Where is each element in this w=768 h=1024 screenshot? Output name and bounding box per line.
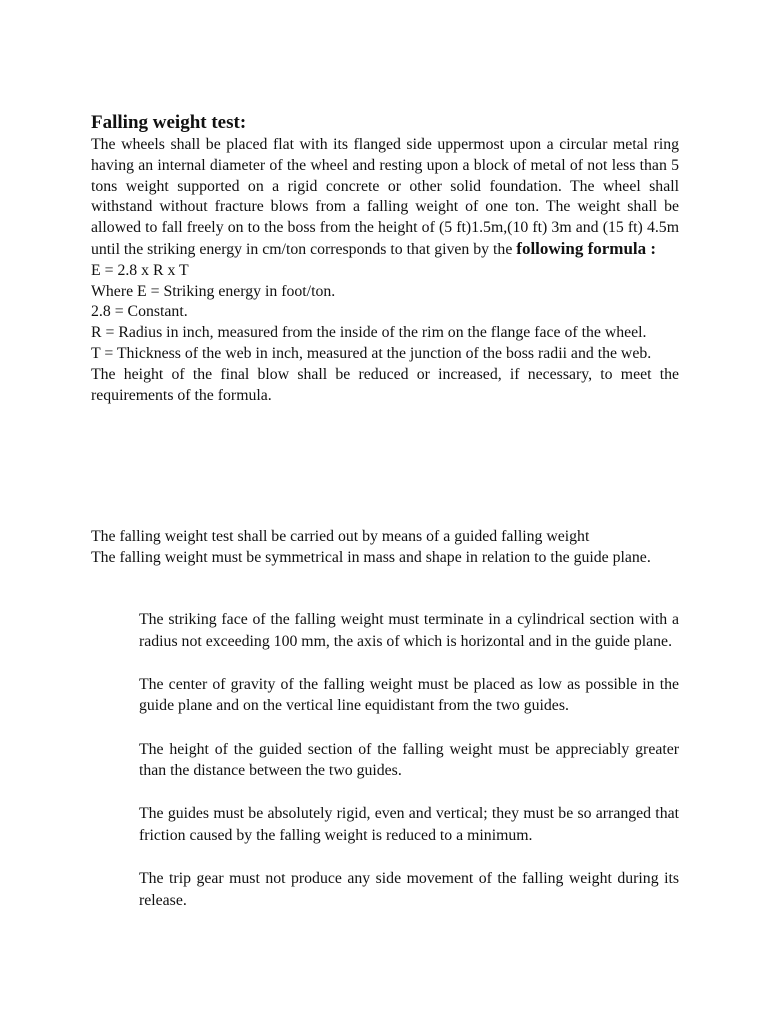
- constant-line: 2.8 = Constant.: [91, 303, 188, 321]
- symmetry-line: The falling weight must be symmetrical in mass and shape in relation to the guide plane.: [91, 548, 651, 566]
- guided-weight-section: [91, 527, 679, 569]
- formula-label: following formula :: [516, 238, 657, 258]
- intro-paragraph: [91, 135, 679, 261]
- falling-weight-section: [91, 112, 679, 406]
- requirement-item: The height of the guided section of the falling weight must be appreciably greater than the distance between the two guides.: [139, 740, 679, 780]
- requirement-item: The center of gravity of the falling weight must be placed as low as possible in the guide plane and on the vertical line equidistant from the two guides.: [139, 675, 679, 715]
- requirement-item: The trip gear must not produce any side movement of the falling weight during its release.: [139, 870, 679, 909]
- where-e-line: Where E = Striking energy in foot/ton.: [91, 282, 336, 300]
- intro-text: The wheels shall be placed flat with its flanged side uppermost upon a circular metal ring having an internal diameter of the wheel and resting upon a block of metal of not less than 5 tons weight supported on a rigid concrete or other solid foundation. The wheel shall withstand without fracture blows from a falling weight of one ton. The weight shall be allowed to fall freely on to the boss from the height of (5 ft)1.5m,(10 ft) 3m and (15 ft) 4.5m until the striking energy in cm/ton corresponds to that given by the: [91, 136, 679, 258]
- section-heading: Falling weight test:: [91, 112, 247, 133]
- requirements-list: [139, 609, 679, 911]
- radius-definition: R = Radius in inch, measured from the inside of the rim on the flange face of the wheel.: [91, 324, 647, 342]
- formula-line: E = 2.8 x R x T: [91, 261, 189, 279]
- guided-weight-line: The falling weight test shall be carried out by means of a guided falling weight: [91, 528, 590, 545]
- thickness-definition: T = Thickness of the web in inch, measured at the junction of the boss radii and the web.: [91, 344, 652, 362]
- requirement-item: The guides must be absolutely rigid, even and vertical; they must be so arranged that friction caused by the falling weight is reduced to a minimum.: [139, 805, 679, 844]
- requirement-item: The striking face of the falling weight must terminate in a cylindrical section with a radius not exceeding 100 mm, the axis of which is horizontal and in the guide plane.: [139, 611, 679, 650]
- final-blow-paragraph: The height of the final blow shall be reduced or increased, if necessary, to meet the requirements of the formula.: [91, 365, 679, 404]
